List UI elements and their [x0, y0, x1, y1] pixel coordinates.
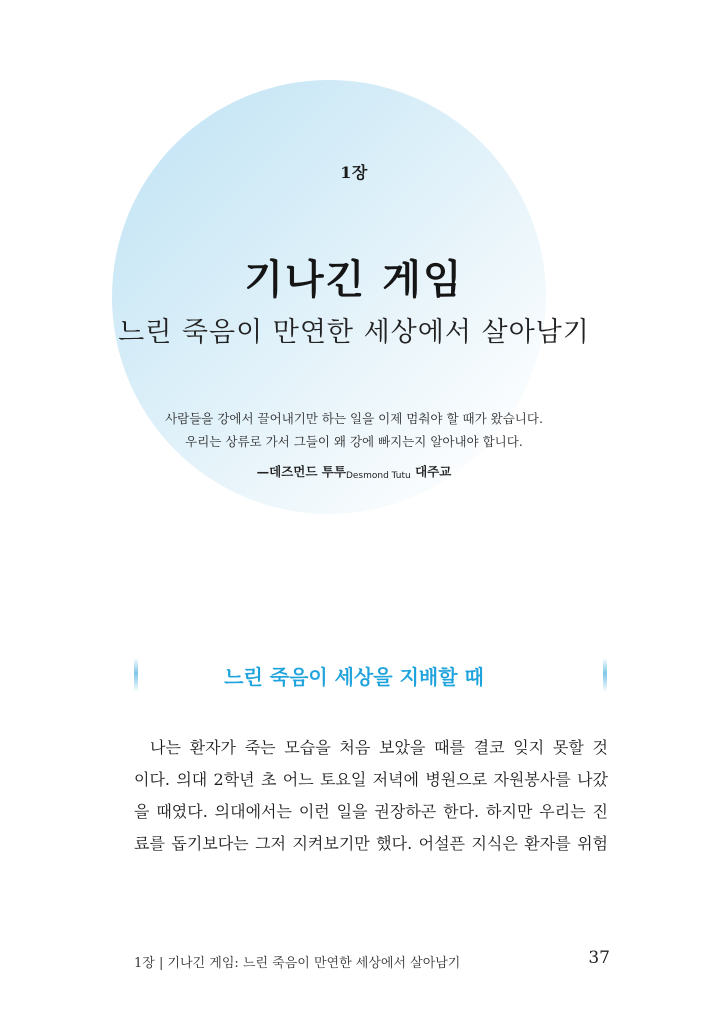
attribution-title: 대주교 — [410, 464, 452, 479]
epigraph-line: 우리는 상류로 가서 그들이 왜 강에 빠지는지 알아내야 합니다. — [185, 434, 523, 449]
body-line: 을 때였다. 의대에서는 이런 일을 권장하곤 한다. 하지만 우리는 진 — [134, 802, 608, 821]
running-head: 1장 | 기나긴 게임: 느린 죽음이 만연한 세상에서 살아남기 — [134, 956, 461, 971]
body-line: 이다. 의대 2학년 초 어느 토요일 저녁에 병원으로 자원봉사를 나갔 — [134, 770, 608, 789]
epigraph-line: 사람들을 강에서 끌어내기만 하는 일을 이제 멈춰야 할 때가 왔습니다. — [165, 411, 543, 426]
section-divider-right — [603, 658, 607, 692]
body-paragraph — [134, 732, 608, 860]
chapter-title: 기나긴 게임 — [244, 256, 464, 303]
epigraph-attribution — [0, 462, 708, 481]
attribution-latin-name: Desmond Tutu — [345, 471, 411, 481]
body-line: 료를 돕기보다는 그저 지켜보기만 했다. 어설픈 지식은 환자를 위험 — [134, 834, 608, 853]
chapter-label: 1장 — [340, 163, 368, 182]
page-number: 37 — [588, 948, 610, 968]
section-heading: 느린 죽음이 세상을 지배할 때 — [224, 665, 484, 689]
body-line: 나는 환자가 죽는 모습을 처음 보았을 때를 결코 잊지 못할 것 — [150, 738, 608, 757]
chapter-subtitle: 느린 죽음이 만연한 세상에서 살아남기 — [118, 317, 590, 348]
attribution-name: —데즈먼드 투투 — [256, 464, 346, 479]
epigraph — [0, 407, 708, 453]
